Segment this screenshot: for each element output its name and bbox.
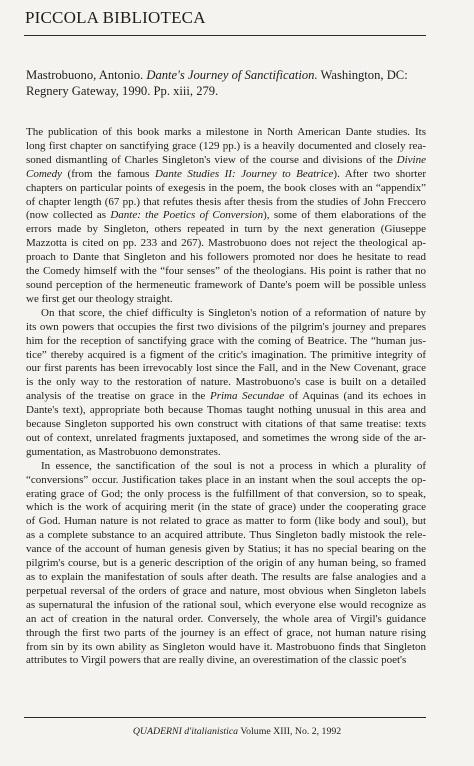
paragraph-1-line	[26, 154, 426, 168]
running-head: PICCOLA BIBLIOTECA	[25, 8, 206, 27]
paragraph-3-line: an act of creation in the natural order. Conversely, the whole area of Virgil's guidance	[26, 612, 426, 625]
italic-title: Dante Studies II: Journey to Beatrice	[154, 167, 334, 180]
paragraph-3-line: through the first two parts of the journey is an effect of grace, not human nature rising	[26, 626, 426, 639]
text-segment: (now collected as	[26, 209, 111, 222]
text-segment: soned dismantling of Charles Singleton's view of the course and divisions of the	[26, 153, 397, 166]
paragraph-1-line	[26, 209, 426, 223]
paragraph-3-line: vance of the account of human genesis given by Statius; it has no special bearing on the	[26, 543, 426, 556]
citation-line-1	[26, 68, 426, 84]
book-citation	[26, 68, 426, 99]
text-segment: (from the famous	[62, 167, 155, 180]
paragraph-3-line: as to explain the manifestation of souls after death. The results are false analogies and a	[26, 571, 426, 583]
citation-author: Mastrobuono, Antonio.	[26, 68, 147, 82]
paragraph-1-line: the Comedy himself with the “four senses” of the theologians. His point is rather that no	[26, 265, 426, 278]
paragraph-2-line: its own powers that occupies the first two divisions of the pilgrim's journey and prepares	[26, 320, 426, 333]
review-body	[26, 126, 426, 668]
citation-title: Dante's Journey of Sanctification.	[146, 68, 318, 82]
text-segment: ), some of them elaborations of the	[263, 209, 427, 222]
paragraph-1-line: proach to Dante that Singleton and his followers promoted nor does he hesitate to read	[26, 251, 426, 264]
paragraph-2-line: out of context, unrelated fragments juxtaposed, and sometimes the wrong side of the ar-	[26, 431, 426, 444]
paragraph-2-line: Dante's text), appropriate both because Thomas taught nothing unusual in this area and	[26, 404, 426, 417]
paragraph-1-line: Mazzotta is cited on pp. 233 and 267). Mastrobuono does not reject the theological ap-	[26, 237, 426, 250]
paragraph-2-line	[26, 390, 426, 404]
paragraph-2-line: gumentation, as Mastrobuono demonstrates.	[26, 445, 221, 458]
header-rule	[24, 35, 426, 36]
paragraph-3-line: from sin by its own ability as Singleton would have it. Mastrobuono finds that Singleton	[26, 640, 426, 653]
paragraph-3-line: “conversions” occur. Justification takes place in an instant when the soul accepts the op-	[26, 473, 426, 486]
citation-place: Washington, DC:	[317, 68, 408, 82]
journal-name: QUADERNI d'italianistica	[132, 726, 239, 737]
paragraph-3-line: erating grace of God; the only process is the fulfillment of that conversion, so to speak,	[26, 487, 426, 500]
paragraph-3-line: perpetual reversal of the orders of grace and nature, most obvious when Singleton labels	[26, 584, 426, 597]
paragraph-3-line: attributes to Virgil powers that are really divine, an overestimation of the classic poet's	[26, 654, 407, 667]
paragraph-1-line: errors made by Singleton, others repeated in turn by the next generation (Giuseppe	[26, 223, 426, 236]
text-segment: of Aquinas (and its echoes in	[284, 390, 426, 403]
italic-title: Prima Secundae	[209, 390, 285, 403]
italic-title: Divine	[396, 153, 426, 166]
paragraph-1-line: chapters on particular points of exegesis in the poem, the book closes with an “appendix”	[26, 181, 426, 194]
paragraph-3-line: as a complete substance to an acquired attribute. Thus Singleton badly mistook the rele-	[26, 529, 426, 542]
paragraph-2-line: him for the reception of sanctifying grace with the coming of Beatrice. The “human jus-	[26, 334, 426, 347]
paragraph-3-line: pilgrim's course, but is a generic description of the origin of any human being, so framed	[26, 557, 426, 570]
text-segment: ). After two shorter	[333, 167, 427, 180]
citation-line-2: Regnery Gateway, 1990. Pp. xiii, 279.	[26, 83, 219, 98]
paragraph-1-line: long first chapter on sanctifying grace (129 pp.) is a heavily documented and closely rea-	[26, 139, 426, 152]
journal-issue: Volume XIII, No. 2, 1992	[238, 726, 342, 737]
paragraph-3-line: of God. Human nature is not related to grace as matter to form (like body and soul), but	[26, 515, 426, 528]
paragraph-1-line: sound perception of the hermeneutic framework of Dante's poem will be possible unless	[26, 278, 426, 291]
paragraph-2-line: On that score, the chief difficulty is Singleton's notion of a reformation of nature by	[41, 306, 426, 319]
paragraph-3-line: In essence, the sanctification of the soul is not a process in which a plurality of	[41, 459, 426, 472]
paragraph-2-line: is the only way to the restoration of nature. Mastrobuono's case is built on a detailed	[26, 376, 426, 389]
paragraph-2-line: because Singleton supported his own construct with citations of that same treatise: texts	[26, 418, 426, 431]
paragraph-1-line: we first get our theology straight.	[26, 292, 173, 305]
paragraph-1-line: The publication of this book marks a milestone in North American Dante studies. Its	[26, 126, 426, 138]
journal-footer	[0, 726, 474, 737]
italic-title: Comedy	[26, 167, 63, 180]
paragraph-2-line: our first parents has been irrevocably lost since the Fall, and in the New Covenant, grace	[26, 362, 426, 375]
paragraph-3-line: as supernatural the infusion of the rational soul, which everyone else would recognize as	[26, 598, 426, 611]
paragraph-1-line: of chapter length (67 pp.) that refutes thesis after thesis from the studies of John Freccero	[26, 195, 426, 208]
paragraph-2-line: tice” thereby acquired is a figment of the critic's imagination. The primitive integrity of	[26, 348, 426, 361]
footer-rule	[24, 717, 426, 718]
italic-title: Dante: the Poetics of Conversion	[110, 209, 264, 222]
paragraph-1-line	[26, 168, 426, 182]
paragraph-3-line: which is the work of acquiring merit (in the state of grace) under the cooperating grace	[26, 501, 426, 514]
text-segment: analysis of the treatise on grace in the	[26, 390, 210, 403]
